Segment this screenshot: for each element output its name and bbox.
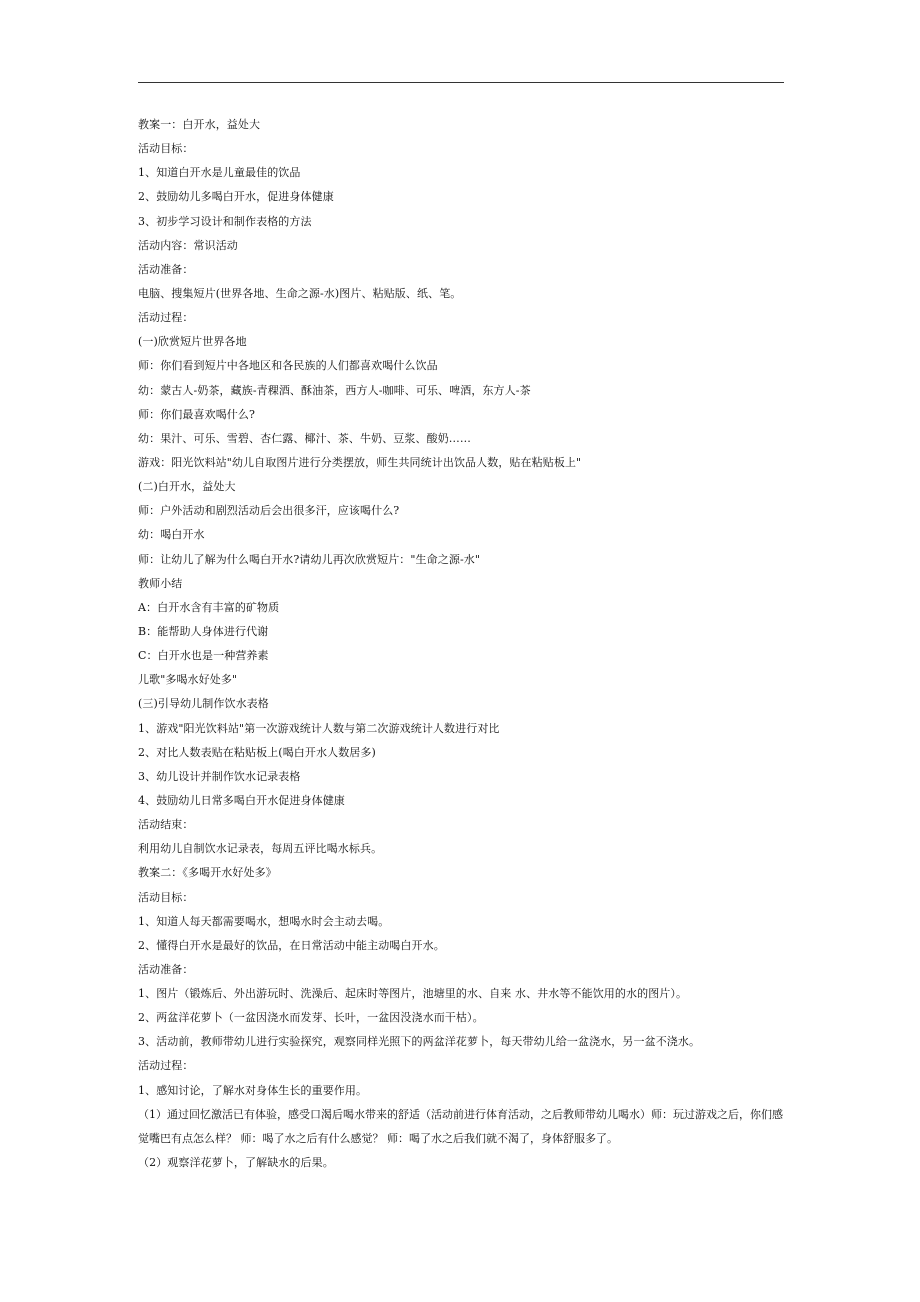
text-line: 儿歌"多喝水好处多" <box>138 673 238 687</box>
text-line: 4、鼓励幼儿日常多喝白开水促进身体健康 <box>138 793 345 807</box>
text-line: 1、感知讨论，了解水对身体生长的重要作用。 <box>138 1083 368 1097</box>
text-line: 幼：蒙古人-奶茶，藏族-青稞酒、酥油茶，西方人-咖啡、可乐、啤酒，东方人-茶 <box>138 383 531 397</box>
text-line: 利用幼儿自制饮水记录表，每周五评比喝水标兵。 <box>138 842 383 856</box>
text-line: 活动过程： <box>138 1059 194 1073</box>
text-line: (二)白开水，益处大 <box>138 480 236 494</box>
text-line: 活动准备： <box>138 962 194 976</box>
text-line: 3、幼儿设计并制作饮水记录表格 <box>138 769 301 783</box>
document-body <box>138 113 788 1175</box>
text-line: 师：户外活动和剧烈活动后会出很多汗，应该喝什么? <box>138 504 400 518</box>
text-line: (三)引导幼儿制作饮水表格 <box>138 697 269 711</box>
text-line: 教案二：《多喝开水好处多》 <box>138 866 277 880</box>
text-line: 1、游戏"阳光饮料站"第一次游戏统计人数与第二次游戏统计人数进行对比 <box>138 721 500 735</box>
text-line: 活动目标： <box>138 890 194 904</box>
text-line: 2、懂得白开水是最好的饮品，在日常活动中能主动喝白开水。 <box>138 938 445 952</box>
text-line: 幼：果汁、可乐、雪碧、杏仁露、椰汁、茶、牛奶、豆浆、酸奶…… <box>138 431 471 445</box>
text-line: 活动结束： <box>138 818 194 832</box>
text-line: 1、图片（锻炼后、外出游玩时、洗澡后、起床时等图片，池塘里的水、自来 水、井水等不能饮用的水的图片）。 <box>138 987 688 1001</box>
text-line: 2、两盆洋花萝卜（一盆因浇水而发芽、长叶，一盆因没浇水而干枯）。 <box>138 1011 484 1025</box>
text-line: 1、知道人每天都需要喝水，想喝水时会主动去喝。 <box>138 914 390 928</box>
text-line: 活动目标： <box>138 142 194 156</box>
text-line: C：白开水也是一种营养素 <box>138 649 269 663</box>
text-line: 2、对比人数表贴在粘贴板上(喝白开水人数居多) <box>138 745 376 759</box>
text-line: 幼：喝白开水 <box>138 528 205 542</box>
text-line: 师：你们最喜欢喝什么? <box>138 407 255 421</box>
text-line: （2）观察洋花萝卜，了解缺水的后果。 <box>138 1156 334 1170</box>
text-line: 3、初步学习设计和制作表格的方法 <box>138 214 312 228</box>
text-line: 活动过程： <box>138 311 194 325</box>
text-line: A：白开水含有丰富的矿物质 <box>138 600 280 614</box>
text-line: 师：让幼儿了解为什么喝白开水?请幼儿再次欣赏短片："生命之源-水" <box>138 552 481 566</box>
header-rule <box>138 82 784 83</box>
text-line: 电脑、搜集短片(世界各地、生命之源-水)图片、粘贴版、纸、笔。 <box>138 286 462 300</box>
text-line: (一)欣赏短片世界各地 <box>138 335 247 349</box>
text-line: 1、知道白开水是儿童最佳的饮品 <box>138 166 301 180</box>
text-line: 教师小结 <box>138 576 183 590</box>
text-line: 教案一：白开水，益处大 <box>138 118 261 131</box>
text-line: 师：你们看到短片中各地区和各民族的人们都喜欢喝什么饮品 <box>138 359 438 373</box>
text-line: 2、鼓励幼儿多喝白开水，促进身体健康 <box>138 190 334 204</box>
text-paragraph: （1）通过回忆激活已有体验，感受口渴后喝水带来的舒适（活动前进行体育活动，之后教师带幼儿喝水）师：玩过游戏之后，你们感觉嘴巴有点怎么样？ 师：喝了水之后有什么感觉？ 师：喝了水之后我们就不渴了，身体舒服多了。 <box>138 1107 783 1145</box>
text-line: 活动内容：常识活动 <box>138 238 238 252</box>
text-line: 游戏：阳光饮料站"幼儿自取图片进行分类摆放，师生共同统计出饮品人数，贴在粘贴板上" <box>138 455 582 469</box>
text-line: B：能帮助人身体进行代谢 <box>138 624 269 638</box>
text-line: 3、活动前，教师带幼儿进行实验探究，观察同样光照下的两盆洋花萝卜，每天带幼儿给一盆浇水，另一盆不浇水。 <box>138 1035 701 1049</box>
text-line: 活动准备： <box>138 262 194 276</box>
